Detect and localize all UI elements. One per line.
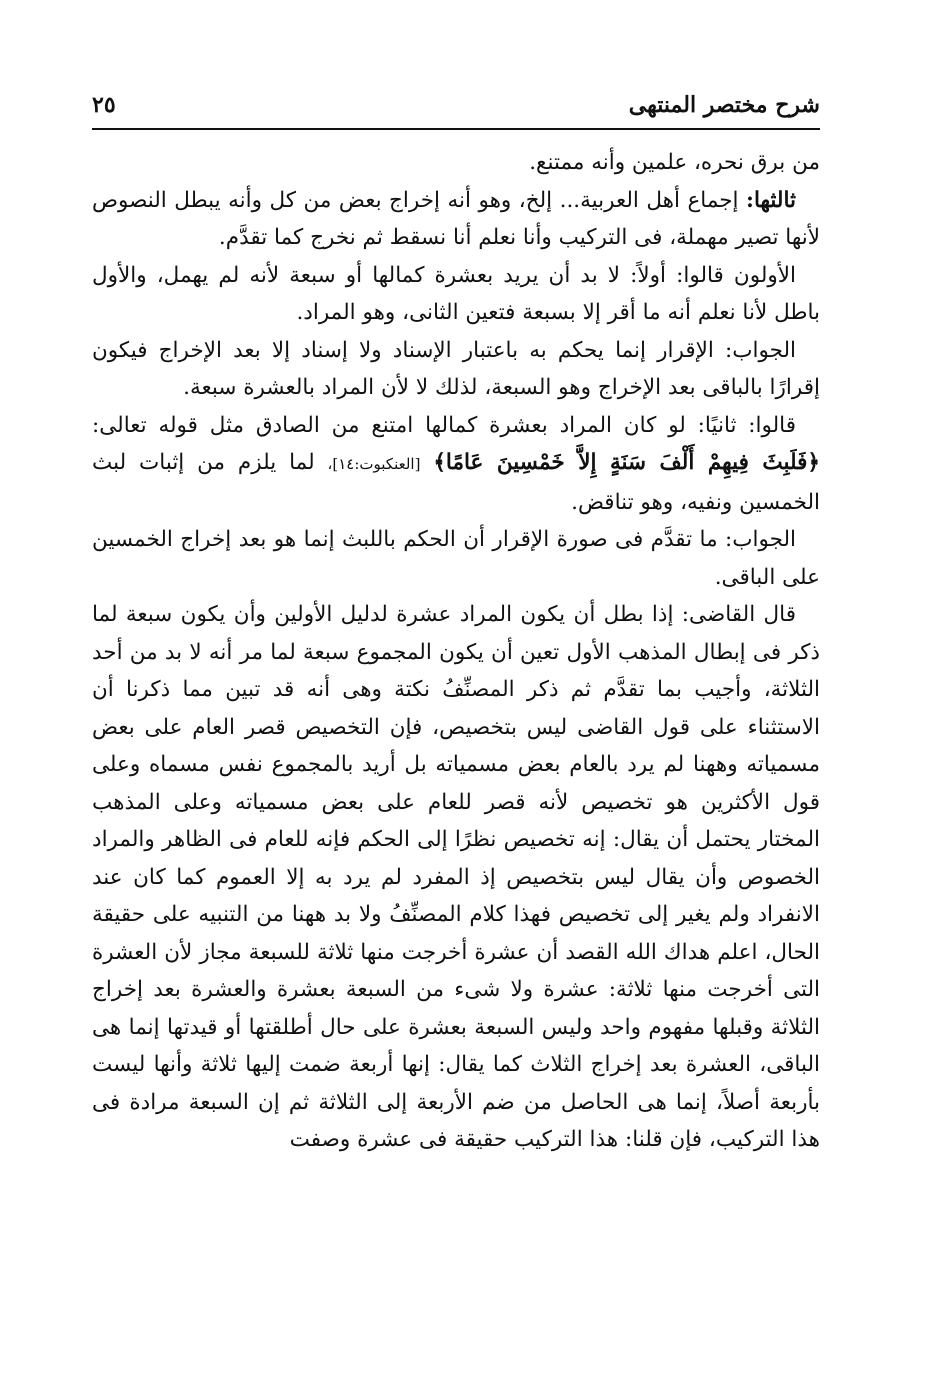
paragraph-3 <box>92 257 820 332</box>
page-body <box>92 144 820 1159</box>
paragraph-text: إجماع أهل العربية... إلخ، وهو أنه إخراج بعض من كل وأنه يبطل النصوص لأنها تصير مهملة، فى التركيب وأنا نعلم أنا نسقط ثم نخرج كما تقدَّم. <box>92 187 820 250</box>
quran-verse: ﴿فَلَبِثَ فِيهِمْ أَلْفَ سَنَةٍ إِلاَّ خَمْسِينَ عَامًا﴾ <box>433 450 820 475</box>
paragraph-text: قالوا: ثانيًا: لو كان المراد بعشرة كمالها امتنع من الصادق مثل قوله تعالى: <box>92 412 796 438</box>
paragraph-6 <box>92 521 820 596</box>
paragraph-7 <box>92 596 820 1159</box>
paragraph-2 <box>92 182 820 257</box>
paragraph-5 <box>92 407 820 522</box>
paragraph-1 <box>92 144 820 182</box>
paragraph-text: قال القاضى: إذا بطل أن يكون المراد عشرة لدليل الأولين وأن يكون سبعة لما ذكر فى إبطال المذهب الأول تعين أن يكون المجموع سبعة لما مر أنه لا بد من أحد الثلاثة، وأجيب بما تقدَّم ثم ذكر المصنِّفُ نكتة وهى أنه قد تبين مما ذكرنا أن الاستثناء على قول القاضى ليس بتخصيص، فإن التخصيص قصر العام على بعض مسمياته وههنا لم يرد بالعام بعض مسمياته بل أريد بالمجموع نفس مسماه وعلى قول الأكثرين هو تخصيص لأنه قصر للعام على بعض مسمياته وعلى المذهب المختار يحتمل أن يقال: إنه تخصيص نظرًا إلى الحكم فإنه للعام فى الظاهر والمراد الخصوص وأن يقال ليس بتخصيص إذ المفرد لم يرد به إلا العموم كما كان عند الانفراد ولم يغير إلى تخصيص فهذا كلام المصنِّفُ ولا بد ههنا من التنبيه على حقيقة الحال، اعلم هداك الله القصد أن عشرة أخرجت منها ثلاثة للسبعة مجاز لأن العشرة التى أخرجت منها ثلاثة: عشرة ولا شىء من السبعة بعشرة والعشرة بعد إخراج الثلاثة وقبلها مفهوم واحد وليس السبعة بعشرة على حال أطلقتها أو قيدتها إنما هى الباقى، العشرة بعد إخراج الثلاث كما يقال: إنها أربعة ضمت إليها ثلاثة وأنها ليست بأربعة أصلاً، إنما هى الحاصل من ضم الأربعة إلى الثلاثة ثم إن السبعة مرادة فى هذا التركيب، فإن قلنا: هذا التركيب حقيقة فى عشرة وصفت <box>92 602 820 1152</box>
paragraph-lead: ثالثها: <box>746 187 796 213</box>
paragraph-text: الجواب: الإقرار إنما يحكم به باعتبار الإسناد ولا إسناد إلا بعد الإخراج فيكون إقرارًا بالباقى بعد الإخراج وهو السبعة، لذلك لا لأن المراد بالعشرة سبعة. <box>92 337 820 400</box>
paragraph-text: لما يلزم من إثبات لبث الخمسين ونفيه، وهو تناقض. <box>92 450 820 515</box>
paragraph-text: الجواب: ما تقدَّم فى صورة الإقرار أن الحكم باللبث إنما هو بعد إخراج الخمسين على الباقى. <box>92 527 820 590</box>
paragraph-text: من برق نحره، علمين وأنه ممتنع. <box>529 150 820 175</box>
page-number: ٢٥ <box>92 92 116 118</box>
paragraph-text: الأولون قالوا: أولاً: لا بد أن يريد بعشرة كمالها أو سبعة لأنه لم يهمل، والأول باطل لأنا نعلم أنه ما أقر إلا بسبعة فتعين الثانى، وهو المراد. <box>92 262 820 325</box>
book-title: شرح مختصر المنتهى <box>628 92 820 118</box>
page-header <box>92 88 820 130</box>
document-page <box>92 88 820 1159</box>
paragraph-4 <box>92 332 820 407</box>
verse-reference: [العنكبوت:١٤]، <box>327 455 421 473</box>
